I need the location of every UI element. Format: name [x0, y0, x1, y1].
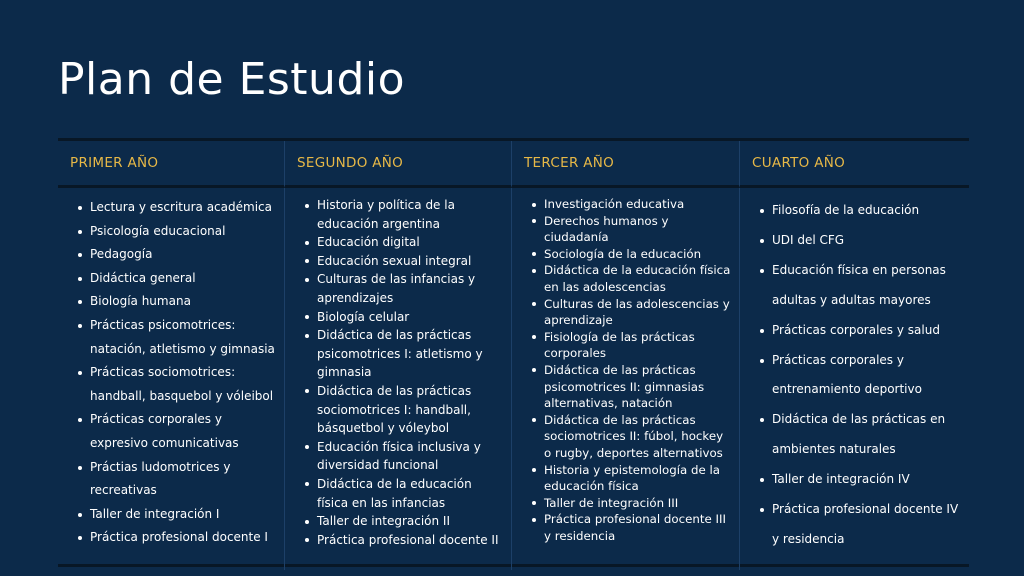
- subject-item: Didáctica de la educación física en las infancias: [317, 475, 505, 512]
- subject-item: Taller de integración IV: [772, 465, 963, 495]
- page-title: Plan de Estudio: [58, 54, 406, 105]
- subject-list: [512, 196, 739, 544]
- subject-item: Culturas de las adolescencias y aprendizaje: [544, 296, 733, 329]
- subject-list: [285, 196, 511, 549]
- subject-item: Culturas de las infancias y aprendizajes: [317, 270, 505, 307]
- subject-item: Didáctica de las prácticas sociomotrices I: handball, básquetbol y vóleybol: [317, 382, 505, 438]
- subject-item: Prácticas corporales y salud: [772, 316, 963, 346]
- subject-item: Práctica profesional docente I: [90, 526, 278, 550]
- subject-item: Taller de integración II: [317, 512, 505, 531]
- subject-item: Prácticas sociomotrices: handball, basquebol y vóleibol: [90, 361, 278, 408]
- column-header-cuarto-ano: CUARTO AÑO: [740, 141, 969, 188]
- subject-item: Biología humana: [90, 290, 278, 314]
- column-header-segundo-ano: SEGUNDO AÑO: [285, 141, 512, 188]
- subject-item: Psicología educacional: [90, 220, 278, 244]
- column-header-primer-ano: PRIMER AÑO: [58, 141, 285, 188]
- study-plan-table: [58, 138, 969, 567]
- subject-item: Prácticas corporales y entrenamiento deportivo: [772, 346, 963, 406]
- subject-item: Didáctica de las prácticas psicomotrices I: atletismo y gimnasia: [317, 326, 505, 382]
- subject-item: Historia y epistemología de la educación física: [544, 462, 733, 495]
- subject-item: Didáctica general: [90, 267, 278, 291]
- subject-item: Didáctica de las prácticas psicomotrices II: gimnasias alternativas, natación: [544, 362, 733, 412]
- subject-item: Biología celular: [317, 308, 505, 327]
- subject-list: [58, 196, 284, 550]
- subject-item: Taller de integración III: [544, 495, 733, 512]
- subject-item: Derechos humanos y ciudadanía: [544, 213, 733, 246]
- subject-item: Práctias ludomotrices y recreativas: [90, 456, 278, 503]
- subject-item: Investigación educativa: [544, 196, 733, 213]
- subject-item: Práctica profesional docente III y residencia: [544, 511, 733, 544]
- subject-item: Prácticas corporales y expresivo comunicativas: [90, 408, 278, 455]
- subject-item: Taller de integración I: [90, 503, 278, 527]
- column-segundo-ano: [285, 188, 512, 570]
- subject-item: Práctica profesional docente II: [317, 531, 505, 550]
- subject-item: UDI del CFG: [772, 226, 963, 256]
- subject-item: Didáctica de las prácticas en ambientes naturales: [772, 405, 963, 465]
- subject-item: Lectura y escritura académica: [90, 196, 278, 220]
- subject-item: Didáctica de las prácticas sociomotrices II: fúbol, hockey o rugby, deportes alternativos: [544, 412, 733, 462]
- subject-item: Filosofía de la educación: [772, 196, 963, 226]
- subject-item: Historia y política de la educación argentina: [317, 196, 505, 233]
- subject-item: Educación física en personas adultas y adultas mayores: [772, 256, 963, 316]
- subject-item: Didáctica de la educación física en las adolescencias: [544, 262, 733, 295]
- column-tercer-ano: [512, 188, 740, 570]
- subject-item: Práctica profesional docente IV y residencia: [772, 495, 963, 555]
- subject-item: Prácticas psicomotrices: natación, atletismo y gimnasia: [90, 314, 278, 361]
- subject-list: [740, 196, 969, 555]
- column-cuarto-ano: [740, 188, 969, 570]
- subject-item: Educación digital: [317, 233, 505, 252]
- subject-item: Educación física inclusiva y diversidad funcional: [317, 438, 505, 475]
- subject-item: Fisiología de las prácticas corporales: [544, 329, 733, 362]
- subject-item: Sociología de la educación: [544, 246, 733, 263]
- column-primer-ano: [58, 188, 285, 570]
- column-header-tercer-ano: TERCER AÑO: [512, 141, 740, 188]
- subject-item: Pedagogía: [90, 243, 278, 267]
- subject-item: Educación sexual integral: [317, 252, 505, 271]
